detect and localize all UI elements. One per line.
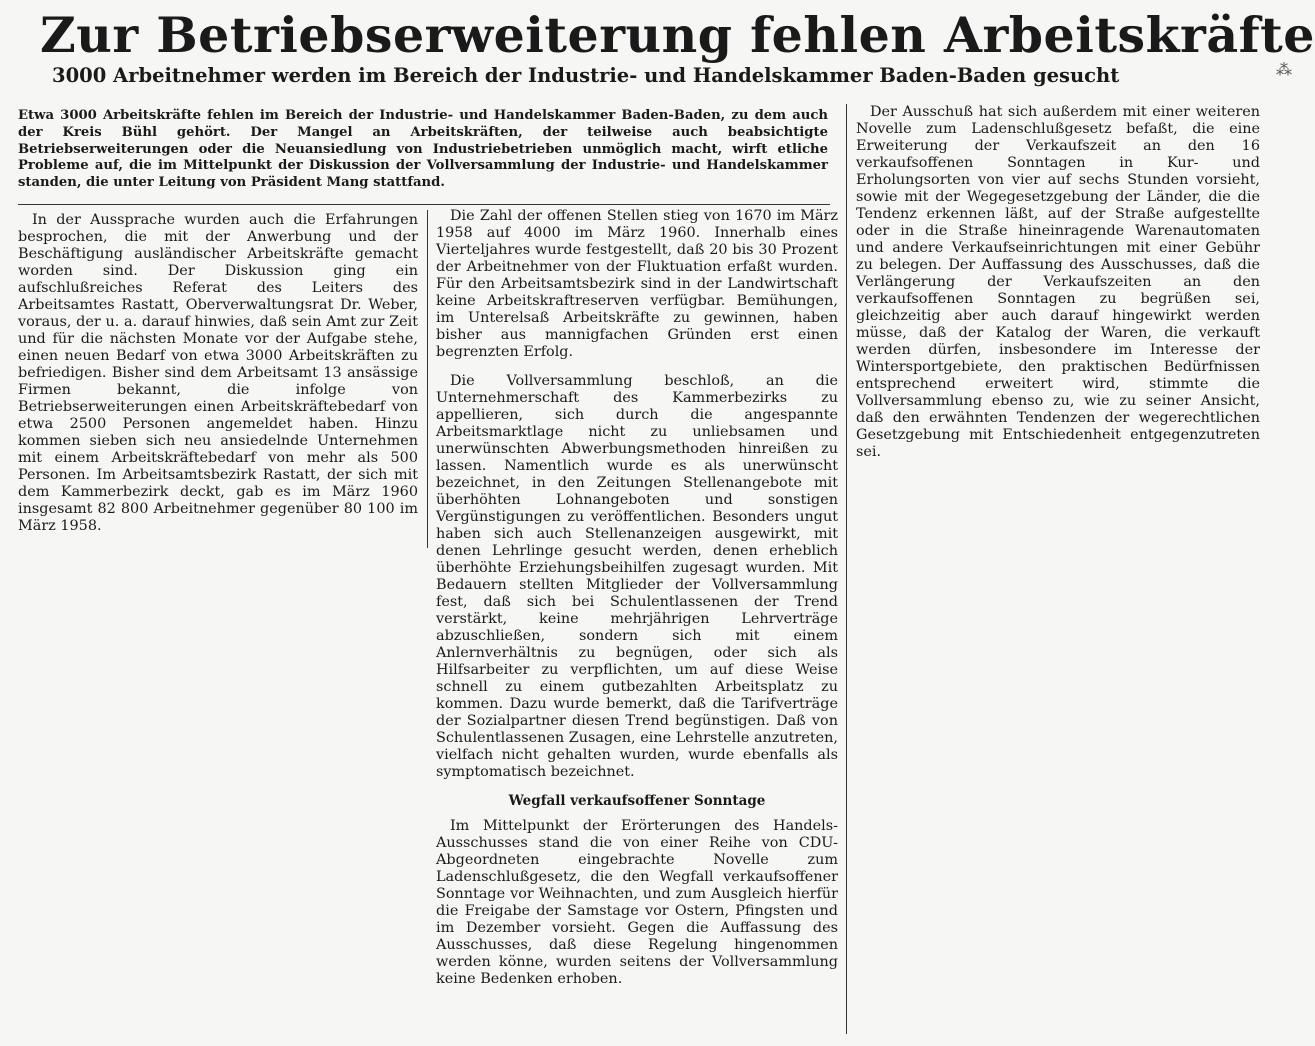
column-1	[18, 212, 418, 535]
subheadline: 3000 Arbeitnehmer werden im Bereich der Industrie- und Handelskammer Baden-Baden gesucht	[52, 64, 1120, 87]
column-2	[436, 208, 838, 988]
column-3	[856, 104, 1260, 461]
lead-text: Etwa 3000 Arbeitskräfte fehlen im Bereich der Industrie- und Handelskammer Baden-Baden, zu dem auch der Kreis Bühl gehört. Der Mangel an Arbeitskräften, der teilweise auch beabsichtigte Betriebserweiterungen oder die Neuansiedlung von Industriebetrieben unmöglich macht, wirft etliche Probleme auf, die im Mittelpunkt der Diskussion der Vollversammlung der Industrie- und Handelskammer standen, die unter Leitung von Präsident Mang stattfand.	[18, 108, 828, 191]
column-divider-left	[427, 210, 428, 548]
column-2-paragraph-3: Im Mittelpunkt der Erörterungen des Handels-Ausschusses stand die von einer Reihe von CDU-Abgeordneten eingebrachte Novelle zum Ladenschlußgesetz, die den Wegfall verkaufsoffener Sonntage vor Weihnachten, und zum Ausgleich hierfür die Freigabe der Samstage vor Ostern, Pfingsten und im Dezember vorsieht. Gegen die Auffassung des Ausschusses, daß diese Regelung hingenommen werden könne, wurden seitens der Vollversammlung keine Bedenken erhoben.	[436, 818, 838, 987]
column-3-paragraph: Der Ausschuß hat sich außerdem mit einer weiteren Novelle zum Ladenschlußgesetz befaßt, die eine Erweiterung der Verkaufszeit an den 16 verkaufsoffenen Sonntagen in Kur- und Erholungsorten von vier auf sechs Stunden vorsieht, sowie mit der Wegegesetzgebung der Länder, die die Tendenz erkennen läßt, auf der Straße aufgestellte oder in die Straße hineinragende Warenautomaten und andere Verkaufseinrichtungen mit einer Gebühr zu belegen. Der Auffassung des Ausschusses, daß die Verlängerung der Verkaufszeiten an den verkaufsoffenen Sonntagen zu begrüßen sei, gleichzeitig aber auch darauf hingewirkt werden müsse, daß der Katalog der Waren, die verkauft werden dürfen, insbesondere im Interesse der Wintersportgebiete, den praktischen Bedürfnissen entsprechend erweitert wird, stimmte die Vollversammlung ebenso zu, wie zu seiner Ansicht, daß den erwähnten Tendenzen der wegerechtlichen Gesetzgebung mit Entschiedenheit entgegenzutreten sei.	[856, 104, 1260, 460]
lead-paragraph	[18, 108, 828, 192]
column-divider-right	[846, 104, 847, 1034]
column-1-paragraph: In der Aussprache wurden auch die Erfahrungen besprochen, die mit der Anwerbung und der Beschäftigung ausländischer Arbeitskräfte gemacht worden sind. Der Diskussion ging ein aufschlußreiches Referat des Leiters des Arbeitsamtes Rastatt, Oberverwaltungsrat Dr. Weber, voraus, der u. a. darauf hinwies, daß sein Amt zur Zeit und für die nächsten Monate vor der Aufgabe stehe, einen neuen Bedarf von etwa 3000 Arbeitskräften zu befriedigen. Bisher sind dem Arbeitsamt 13 ansässige Firmen bekannt, die infolge von Betriebserweiterungen einen Arbeitskräftebedarf von etwa 2500 Personen angemeldet haben. Hinzu kommen sieben sich neu ansiedelnde Unternehmen mit einem Arbeitskräftebedarf von mehr als 500 Personen. Im Arbeitsamtsbezirk Rastatt, der sich mit dem Kammerbezirk deckt, gab es im März 1960 insgesamt 82 800 Arbeitnehmer gegenüber 80 100 im März 1958.	[18, 212, 418, 534]
column-2-paragraph-2: Die Vollversammlung beschloß, an die Unternehmerschaft des Kammerbezirks zu appellieren, sich durch die angespannte Arbeitsmarktlage nicht zu unliebsamen und unerwünschten Abwerbungsmethoden hinreißen zu lassen. Namentlich wurde es als unerwünscht bezeichnet, in den Zeitungen Stellenangebote mit überhöhten Lohnangeboten und sonstigen Vergünstigungen zu veröffentlichen. Besonders ungut haben sich auch Stellenanzeigen ausgewirkt, mit denen Lehrlinge gesucht werden, denen erheblich überhöhte Erziehungsbeihilfen zugesagt wurden. Mit Bedauern stellten Mitglieder der Vollversammlung fest, daß sich bei Schulentlassenen der Trend verstärkt, keine mehrjährigen Lehrverträge abzuschließen, sondern sich mit einem Anlernverhältnis zu begnügen, oder sich als Hilfsarbeiter zu verpflichten, um auf diese Weise schnell zu einem gutbezahlten Arbeitsplatz zu kommen. Dazu wurde bemerkt, daß die Tarifverträge der Sozialpartner diesen Trend begünstigen. Daß von Schulentlassenen Zusagen, eine Lehrstelle anzutreten, vielfach nicht gehalten wurden, wurde ebenfalls als symptomatisch bezeichnet.	[436, 373, 838, 780]
column-2-paragraph-1: Die Zahl der offenen Stellen stieg von 1670 im März 1958 auf 4000 im März 1960. Innerhalb eines Vierteljahres wurde festgestellt, daß 20 bis 30 Prozent der Arbeitnehmer von der Fluktuation erfaßt wurden. Für den Arbeitsamtsbezirk sind in der Landwirtschaft keine Arbeitskraftreserven verfügbar. Bemühungen, im Unterelsaß Arbeitskräfte zu gewinnen, haben bisher aus mannigfachen Gründen erst einen begrenzten Erfolg.	[436, 208, 838, 360]
section-subheading: Wegfall verkaufsoffener Sonntage	[508, 793, 766, 809]
headline: Zur Betriebserweiterung fehlen Arbeitskräfte	[40, 6, 1315, 64]
lead-divider	[18, 204, 830, 205]
pen-mark-icon: ⁂	[1276, 60, 1292, 79]
